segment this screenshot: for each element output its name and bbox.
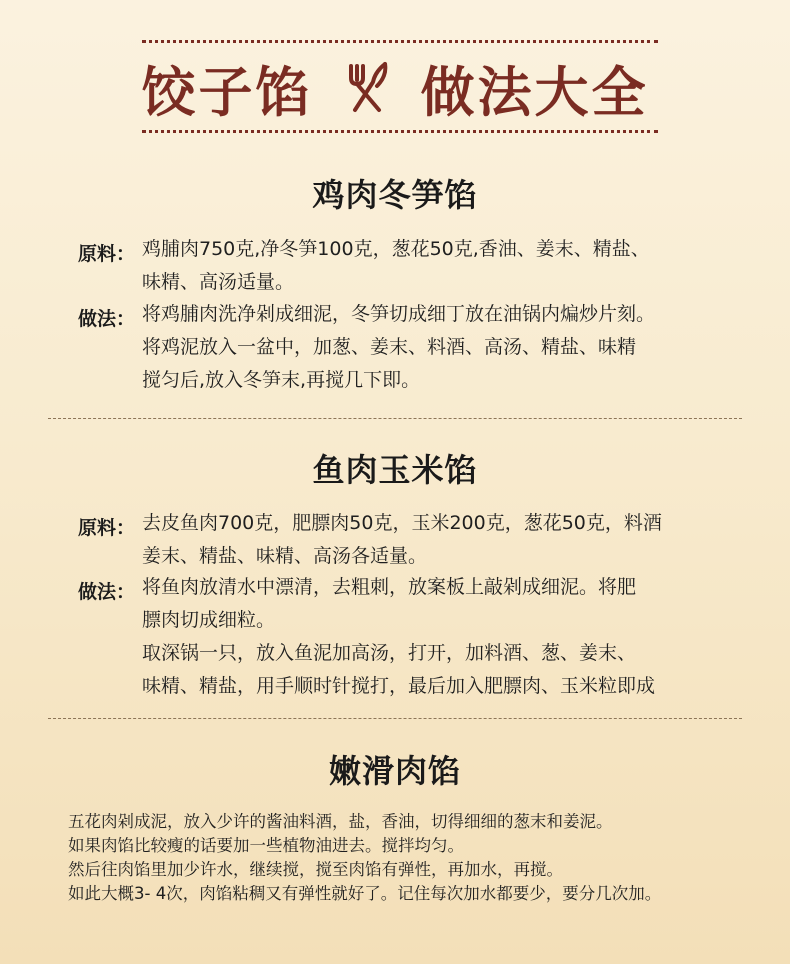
ingredients-line: 姜末、精盐、味精、高汤各适量。 [142, 545, 428, 567]
section-divider [48, 418, 742, 419]
method-text [142, 298, 760, 397]
title-dotted-line-bottom [142, 130, 658, 133]
method-line: 取深锅一只，放入鱼泥加高汤，打开，加料酒、葱、姜末、 [142, 642, 637, 664]
section-divider [48, 718, 742, 719]
method-line: 味精、精盐，用手顺时针搅打，最后加入肥膘肉、玉米粒即成 [142, 675, 656, 697]
ingredients-line: 去皮鱼肉700克，肥膘肉50克，玉米200克，葱花50克，料酒 [142, 512, 662, 534]
paragraph-line: 如果肉馅比较瘦的话要加一些植物油进去。搅拌均匀。 [68, 836, 464, 855]
section-3-paragraph [68, 810, 768, 906]
page-title-left: 饺子馅 [141, 60, 313, 124]
page-title [0, 52, 790, 124]
ingredients-label: 原料： [78, 517, 136, 539]
section-2-method [78, 576, 758, 708]
paragraph-line: 五花肉剁成泥，放入少许的酱油料酒，盐，香油，切得细细的葱末和姜泥。 [68, 812, 613, 831]
method-line: 将鸡泥放入一盆中，加葱、姜末、料酒、高汤、精盐、味精 [142, 336, 637, 358]
method-line: 将鸡脯肉洗净剁成细泥，冬笋切成细丁放在油锅内煸炒片刻。 [142, 303, 656, 325]
section-1-method [78, 303, 758, 403]
section-1-ingredients [78, 238, 758, 304]
fork-knife-icon [335, 56, 399, 120]
method-text [142, 571, 760, 703]
ingredients-text [142, 233, 760, 299]
section-title-chicken-bamboo: 鸡肉冬笋馅 [312, 176, 478, 214]
paragraph-line: 然后往肉馅里加少许水，继续搅，搅至肉馅有弹性，再加水，再搅。 [68, 860, 563, 879]
page-header [0, 0, 790, 150]
method-label: 做法： [78, 308, 136, 330]
section-2-ingredients [78, 512, 758, 578]
ingredients-label: 原料： [78, 243, 136, 265]
method-line: 将鱼肉放清水中漂清，去粗刺，放案板上敲剁成细泥。将肥 [142, 576, 637, 598]
method-line: 膘肉切成细粒。 [142, 609, 276, 631]
ingredients-text [142, 507, 760, 573]
ingredients-line: 鸡脯肉750克,净冬笋100克，葱花50克,香油、姜末、精盐、 [142, 238, 650, 260]
ingredients-line: 味精、高汤适量。 [142, 271, 295, 293]
section-title-fish-corn: 鱼肉玉米馅 [312, 451, 478, 489]
section-title-tender-pork: 嫩滑肉馅 [328, 752, 461, 790]
method-label: 做法： [78, 581, 136, 603]
paragraph-line: 如此大概3- 4次，肉馅粘稠又有弹性就好了。记住每次加水都要少，要分几次加。 [68, 884, 662, 903]
title-dotted-line-top [142, 40, 658, 43]
method-line: 搅匀后,放入冬笋末,再搅几下即。 [142, 369, 421, 391]
page-title-right: 做法大全 [420, 60, 649, 124]
